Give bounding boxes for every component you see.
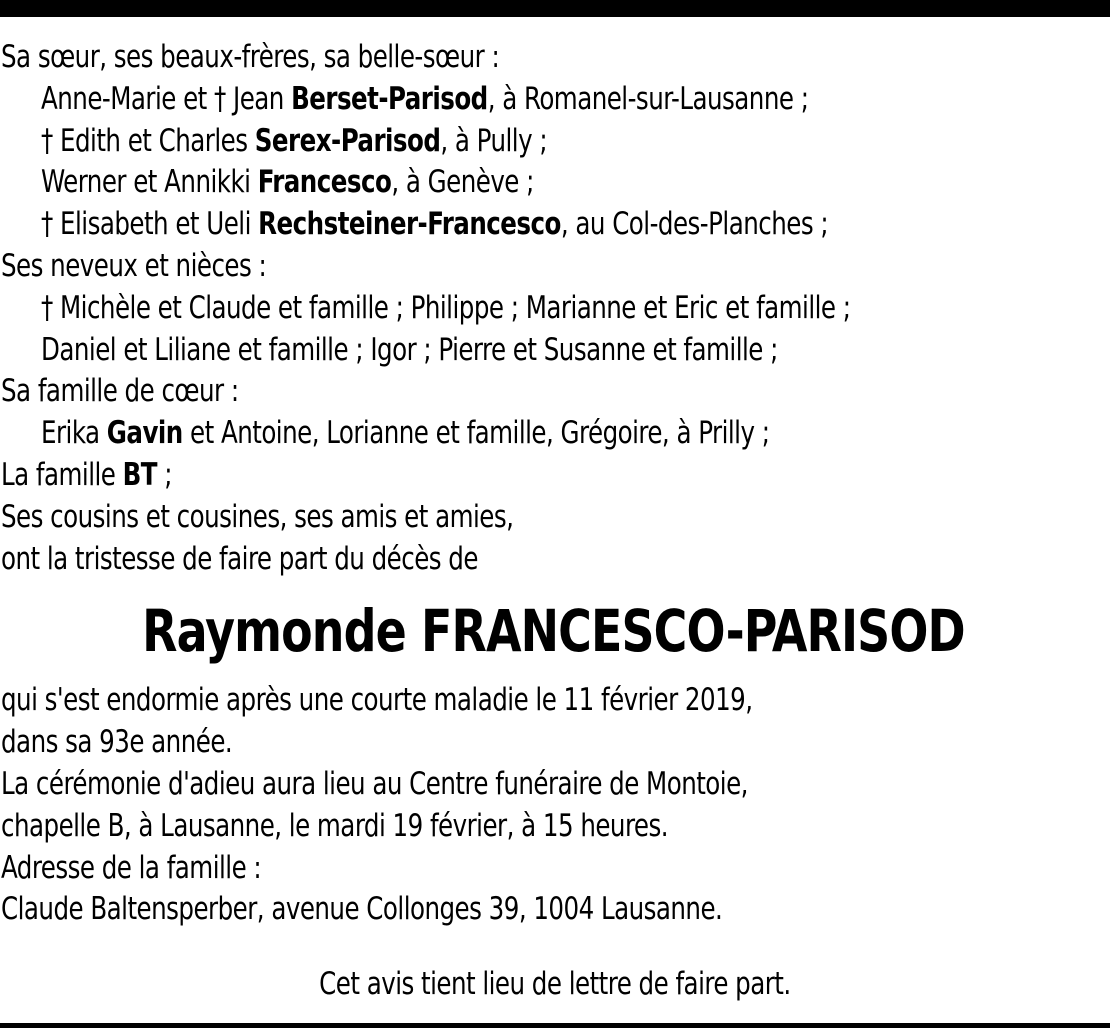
family-line-5 [1,204,1106,246]
family-line-12 [1,497,1106,539]
text: , à Pully ; [440,122,548,159]
text: chapelle B, à Lausanne, le mardi 19 février, à 15 heures. [1,807,669,844]
text: † Elisabeth et Ueli [41,206,259,243]
text: Cet avis tient lieu de lettre de faire part. [319,966,791,1002]
surname: Gavin [106,415,183,452]
text: La cérémonie d'adieu aura lieu au Centre funéraire de Montoie, [1,765,748,802]
family-line-4 [1,162,1106,204]
text: Sa famille de cœur : [1,373,239,410]
text: Ses cousins et cousines, ses amis et amies, [1,498,514,535]
surname: Serex-Parisod [254,122,441,159]
text: Anne-Marie et † Jean [41,80,292,117]
text: Sa sœur, ses beaux-frères, sa belle-sœur : [1,39,500,75]
text: , à Romanel-sur-Lausanne ; [487,80,809,117]
text: Ses neveux et nièces : [1,247,267,284]
bottom-rule [0,1023,1110,1028]
family-line-9 [1,371,1106,413]
surname: Francesco [257,164,392,201]
notice-body [1,37,1106,931]
text: Daniel et Liliane et famille ; Igor ; Pierre et Susanne et famille ; [41,331,778,368]
detail-line-1 [1,680,1106,722]
text: Adresse de la famille : [1,849,262,886]
family-line-6 [1,246,1106,288]
text: ; [157,456,173,493]
text: † Michèle et Claude et famille ; Philippe ; Marianne et Eric et famille ; [41,289,851,326]
detail-line-2 [1,722,1106,764]
family-line-8 [1,330,1106,372]
family-line-10 [1,413,1106,455]
text: ont la tristesse de faire part du décès de [1,540,478,577]
family-line-3 [1,121,1106,163]
surname: Berset-Parisod [291,80,488,117]
text: , à Genève ; [391,164,534,201]
text: † Edith et Charles [41,122,255,159]
text: Claude Baltensperber, avenue Collonges 39, 1004 Lausanne. [1,891,723,928]
text: dans sa 93e année. [1,724,233,761]
text: Erika [41,415,107,452]
text: La famille [1,456,123,493]
text: qui s'est endormie après une courte maladie le 11 février 2019, [1,682,753,719]
deceased-name [1,596,1106,666]
footer-note [0,964,1110,1004]
family-line-1 [1,37,1106,79]
top-rule [0,0,1110,17]
text: Werner et Annikki [41,164,258,201]
detail-line-5 [1,848,1106,890]
family-line-7 [1,288,1106,330]
detail-line-6 [1,889,1106,931]
text: et Antoine, Lorianne et famille, Grégoire, à Prilly ; [182,415,770,452]
detail-line-4 [1,806,1106,848]
surname: Rechsteiner-Francesco [258,206,561,243]
detail-line-3 [1,764,1106,806]
family-line-11 [1,455,1106,497]
surname: BT [122,456,158,493]
family-line-13 [1,539,1106,581]
family-line-2 [1,79,1106,121]
text: , au Col-des-Planches ; [560,206,829,243]
text: Raymonde FRANCESCO-PARISOD [142,597,965,666]
